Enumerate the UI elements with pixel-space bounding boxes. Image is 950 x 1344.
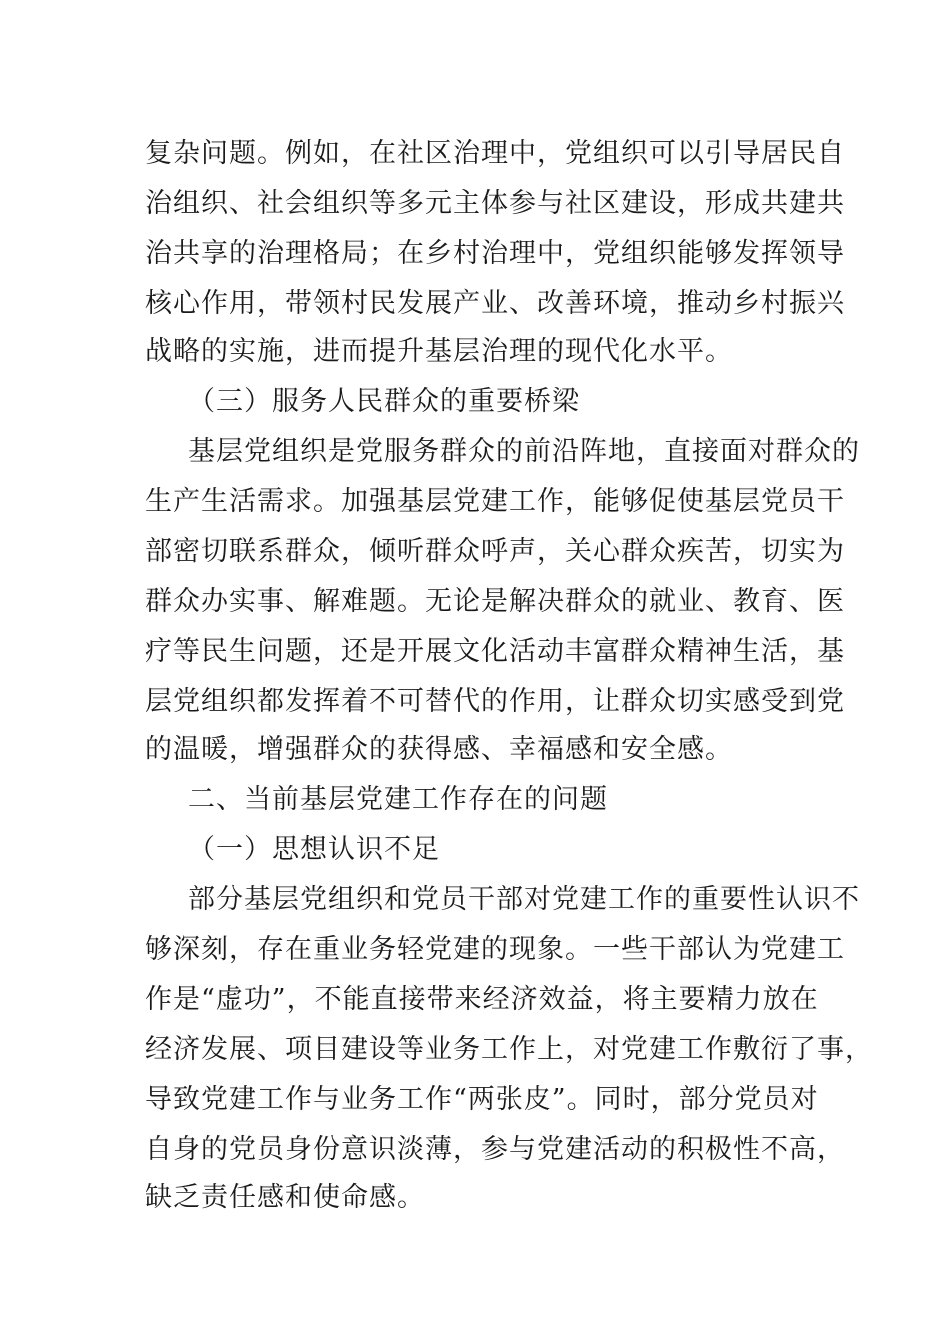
paragraph-line: 基层党组织是党服务群众的前沿阵地，直接面对群众的 (188, 436, 860, 467)
paragraph-line: 经济发展、项目建设等业务工作上，对党建工作敷衍了事， (145, 1034, 873, 1065)
subsection-heading: （一）思想认识不足 (188, 834, 440, 865)
paragraph-line: 作是“虚功”，不能直接带来经济效益，将主要精力放在 (145, 984, 819, 1015)
paragraph-line: 治共享的治理格局；在乡村治理中，党组织能够发挥领导 (145, 238, 845, 269)
paragraph-line: 复杂问题。例如，在社区治理中，党组织可以引导居民自 (145, 138, 845, 169)
paragraph-line: 的温暖，增强群众的获得感、幸福感和安全感。 (145, 734, 733, 765)
paragraph-line: 治组织、社会组织等多元主体参与社区建设，形成共建共 (145, 188, 845, 219)
paragraph-line: 层党组织都发挥着不可替代的作用，让群众切实感受到党 (145, 686, 845, 717)
paragraph-line: 战略的实施，进而提升基层治理的现代化水平。 (145, 336, 733, 367)
paragraph-line: 群众办实事、解难题。无论是解决群众的就业、教育、医 (145, 586, 845, 617)
paragraph-line: 核心作用，带领村民发展产业、改善环境，推动乡村振兴 (145, 288, 845, 319)
paragraph-line: 部密切联系群众，倾听群众呼声，关心群众疾苦，切实为 (145, 536, 845, 567)
paragraph-line: 导致党建工作与业务工作“两张皮”。同时，部分党员对 (145, 1084, 819, 1115)
paragraph-line: 够深刻，存在重业务轻党建的现象。一些干部认为党建工 (145, 934, 845, 965)
part-heading: 二、当前基层党建工作存在的问题 (188, 784, 608, 815)
paragraph-line: 部分基层党组织和党员干部对党建工作的重要性认识不 (188, 884, 860, 915)
paragraph-line: 疗等民生问题，还是开展文化活动丰富群众精神生活，基 (145, 636, 845, 667)
paragraph-line: 缺乏责任感和使命感。 (145, 1182, 425, 1213)
section-heading: （三）服务人民群众的重要桥梁 (188, 386, 580, 417)
paragraph-line: 自身的党员身份意识淡薄，参与党建活动的积极性不高， (145, 1134, 845, 1165)
paragraph-line: 生产生活需求。加强基层党建工作，能够促使基层党员干 (145, 486, 845, 517)
